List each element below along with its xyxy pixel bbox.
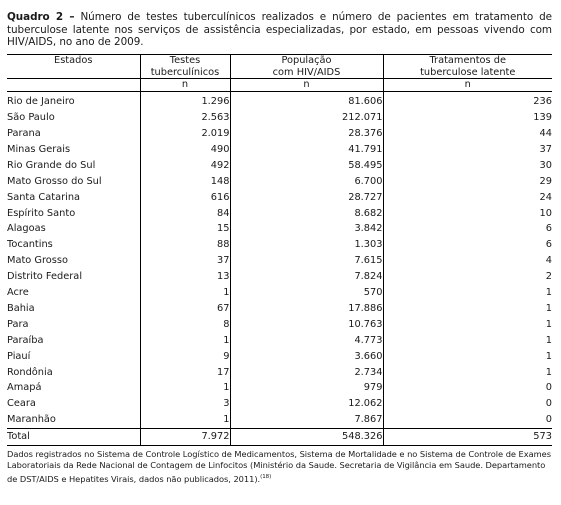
table-footnote [7, 449, 552, 484]
cell-populacao: 7.867 [230, 412, 383, 428]
cell-tratamentos: 1 [383, 365, 552, 381]
cell-testes: 1.296 [140, 92, 230, 110]
cell-tratamentos: 29 [383, 174, 552, 190]
table-row [7, 412, 552, 428]
table-row [7, 174, 552, 190]
cell-tratamentos: 0 [383, 412, 552, 428]
cell-tratamentos: 30 [383, 158, 552, 174]
header-tratamentos: Tratamentos de tuberculose latente [383, 54, 552, 79]
cell-testes: 492 [140, 158, 230, 174]
header-row [7, 54, 552, 79]
table-row [7, 317, 552, 333]
table-row [7, 92, 552, 110]
cell-testes: 1 [140, 412, 230, 428]
cell-populacao: 4.773 [230, 333, 383, 349]
caption-text: Número de testes tuberculínicos realizados e número de pacientes em tratamento de tuberculose latente nos serviços de assistência especializadas, por estado, em pessoas vivendo com HIV/AIDS, no ano de 2009. [7, 11, 552, 49]
table-row [7, 110, 552, 126]
table-body [7, 92, 552, 446]
cell-estado: Paraíba [7, 334, 44, 346]
cell-testes: 3 [140, 396, 230, 412]
cell-populacao: 1.303 [230, 237, 383, 253]
cell-testes: 84 [140, 206, 230, 222]
cell-estado: Mato Grosso do Sul [7, 175, 102, 187]
cell-tratamentos: 6 [383, 237, 552, 253]
table-row [7, 333, 552, 349]
table-row [7, 365, 552, 381]
cell-tratamentos: 1 [383, 301, 552, 317]
footnote-reference: (18) [260, 473, 272, 480]
table-row [7, 142, 552, 158]
unit-cell-empty [7, 79, 140, 92]
cell-estado: São Paulo [7, 112, 55, 124]
cell-populacao: 3.660 [230, 349, 383, 365]
cell-estado: Distrito Federal [7, 271, 83, 283]
cell-populacao: 7.824 [230, 269, 383, 285]
table-row [7, 237, 552, 253]
caption-label: Quadro 2 – [7, 11, 75, 23]
cell-estado: Rio de Janeiro [7, 96, 75, 108]
cell-testes: 13 [140, 269, 230, 285]
header-estados: Estados [7, 54, 140, 79]
cell-testes: 17 [140, 365, 230, 381]
total-row [7, 429, 552, 446]
cell-populacao: 28.727 [230, 190, 383, 206]
cell-tratamentos: 2 [383, 269, 552, 285]
cell-estado: Rio Grande do Sul [7, 159, 96, 171]
cell-testes: 1 [140, 380, 230, 396]
total-testes: 7.972 [140, 429, 230, 446]
cell-tratamentos: 44 [383, 126, 552, 142]
total-label: Total [7, 429, 140, 446]
cell-tratamentos: 1 [383, 317, 552, 333]
cell-populacao: 212.071 [230, 110, 383, 126]
cell-tratamentos: 1 [383, 349, 552, 365]
total-tratamentos: 573 [383, 429, 552, 446]
cell-populacao: 570 [230, 285, 383, 301]
unit-row [7, 79, 552, 92]
cell-estado: Santa Catarina [7, 191, 81, 203]
unit-cell-testes: n [140, 79, 230, 92]
cell-populacao: 2.734 [230, 365, 383, 381]
cell-testes: 148 [140, 174, 230, 190]
cell-estado: Acre [7, 287, 29, 299]
table-row [7, 349, 552, 365]
cell-populacao: 10.763 [230, 317, 383, 333]
cell-estado: Alagoas [7, 223, 46, 235]
table-row [7, 396, 552, 412]
cell-testes: 67 [140, 301, 230, 317]
cell-tratamentos: 10 [383, 206, 552, 222]
cell-populacao: 6.700 [230, 174, 383, 190]
cell-tratamentos: 37 [383, 142, 552, 158]
table-caption [7, 11, 552, 49]
cell-populacao: 81.606 [230, 92, 383, 110]
cell-populacao: 7.615 [230, 253, 383, 269]
header-populacao: População com HIV/AIDS [230, 54, 383, 79]
cell-populacao: 41.791 [230, 142, 383, 158]
cell-tratamentos: 24 [383, 190, 552, 206]
cell-tratamentos: 4 [383, 253, 552, 269]
cell-testes: 2.563 [140, 110, 230, 126]
cell-populacao: 979 [230, 380, 383, 396]
cell-testes: 88 [140, 237, 230, 253]
table-row [7, 253, 552, 269]
cell-estado: Ceara [7, 398, 36, 410]
cell-populacao: 58.495 [230, 158, 383, 174]
cell-estado: Maranhão [7, 414, 56, 426]
data-table [7, 54, 552, 446]
cell-testes: 1 [140, 333, 230, 349]
header-testes: Testes tuberculínicos [140, 54, 230, 79]
footnote-text: Dados registrados no Sistema de Controle Logístico de Medicamentos, Sistema de Mortalidade e no Sistema de Controle de Exames Laboratoriais da Rede Nacional de Contagem de Linfocitos (Ministério da Saude. Secretaria de Vigilância em Saude. Departamento de DST/AIDS e Hepatites Virais, dados não publicados, 2011). [7, 449, 551, 484]
cell-tratamentos: 6 [383, 221, 552, 237]
cell-estado: Minas Gerais [7, 143, 71, 155]
cell-populacao: 3.842 [230, 221, 383, 237]
total-populacao: 548.326 [230, 429, 383, 446]
table-row [7, 301, 552, 317]
document-figure [7, 11, 552, 484]
cell-testes: 2.019 [140, 126, 230, 142]
cell-populacao: 28.376 [230, 126, 383, 142]
table-row [7, 269, 552, 285]
unit-cell-tratamentos: n [383, 79, 552, 92]
cell-estado: Espírito Santo [7, 207, 76, 219]
cell-populacao: 8.682 [230, 206, 383, 222]
cell-populacao: 12.062 [230, 396, 383, 412]
cell-testes: 15 [140, 221, 230, 237]
table-row [7, 380, 552, 396]
table-row [7, 221, 552, 237]
table-row [7, 158, 552, 174]
cell-tratamentos: 0 [383, 380, 552, 396]
cell-estado: Mato Grosso [7, 255, 69, 267]
table-row [7, 206, 552, 222]
cell-testes: 8 [140, 317, 230, 333]
cell-tratamentos: 139 [383, 110, 552, 126]
table-row [7, 126, 552, 142]
cell-estado: Parana [7, 127, 41, 139]
cell-tratamentos: 1 [383, 285, 552, 301]
cell-tratamentos: 1 [383, 333, 552, 349]
unit-cell-populacao: n [230, 79, 383, 92]
cell-tratamentos: 236 [383, 92, 552, 110]
cell-testes: 616 [140, 190, 230, 206]
cell-testes: 1 [140, 285, 230, 301]
cell-estado: Tocantins [7, 239, 53, 251]
table-row [7, 285, 552, 301]
cell-testes: 490 [140, 142, 230, 158]
cell-estado: Bahia [7, 302, 35, 314]
cell-estado: Para [7, 318, 29, 330]
cell-estado: Piauí [7, 350, 31, 362]
cell-estado: Amapá [7, 382, 42, 394]
cell-tratamentos: 0 [383, 396, 552, 412]
cell-testes: 37 [140, 253, 230, 269]
cell-testes: 9 [140, 349, 230, 365]
cell-estado: Rondônia [7, 366, 53, 378]
cell-populacao: 17.886 [230, 301, 383, 317]
table-row [7, 190, 552, 206]
